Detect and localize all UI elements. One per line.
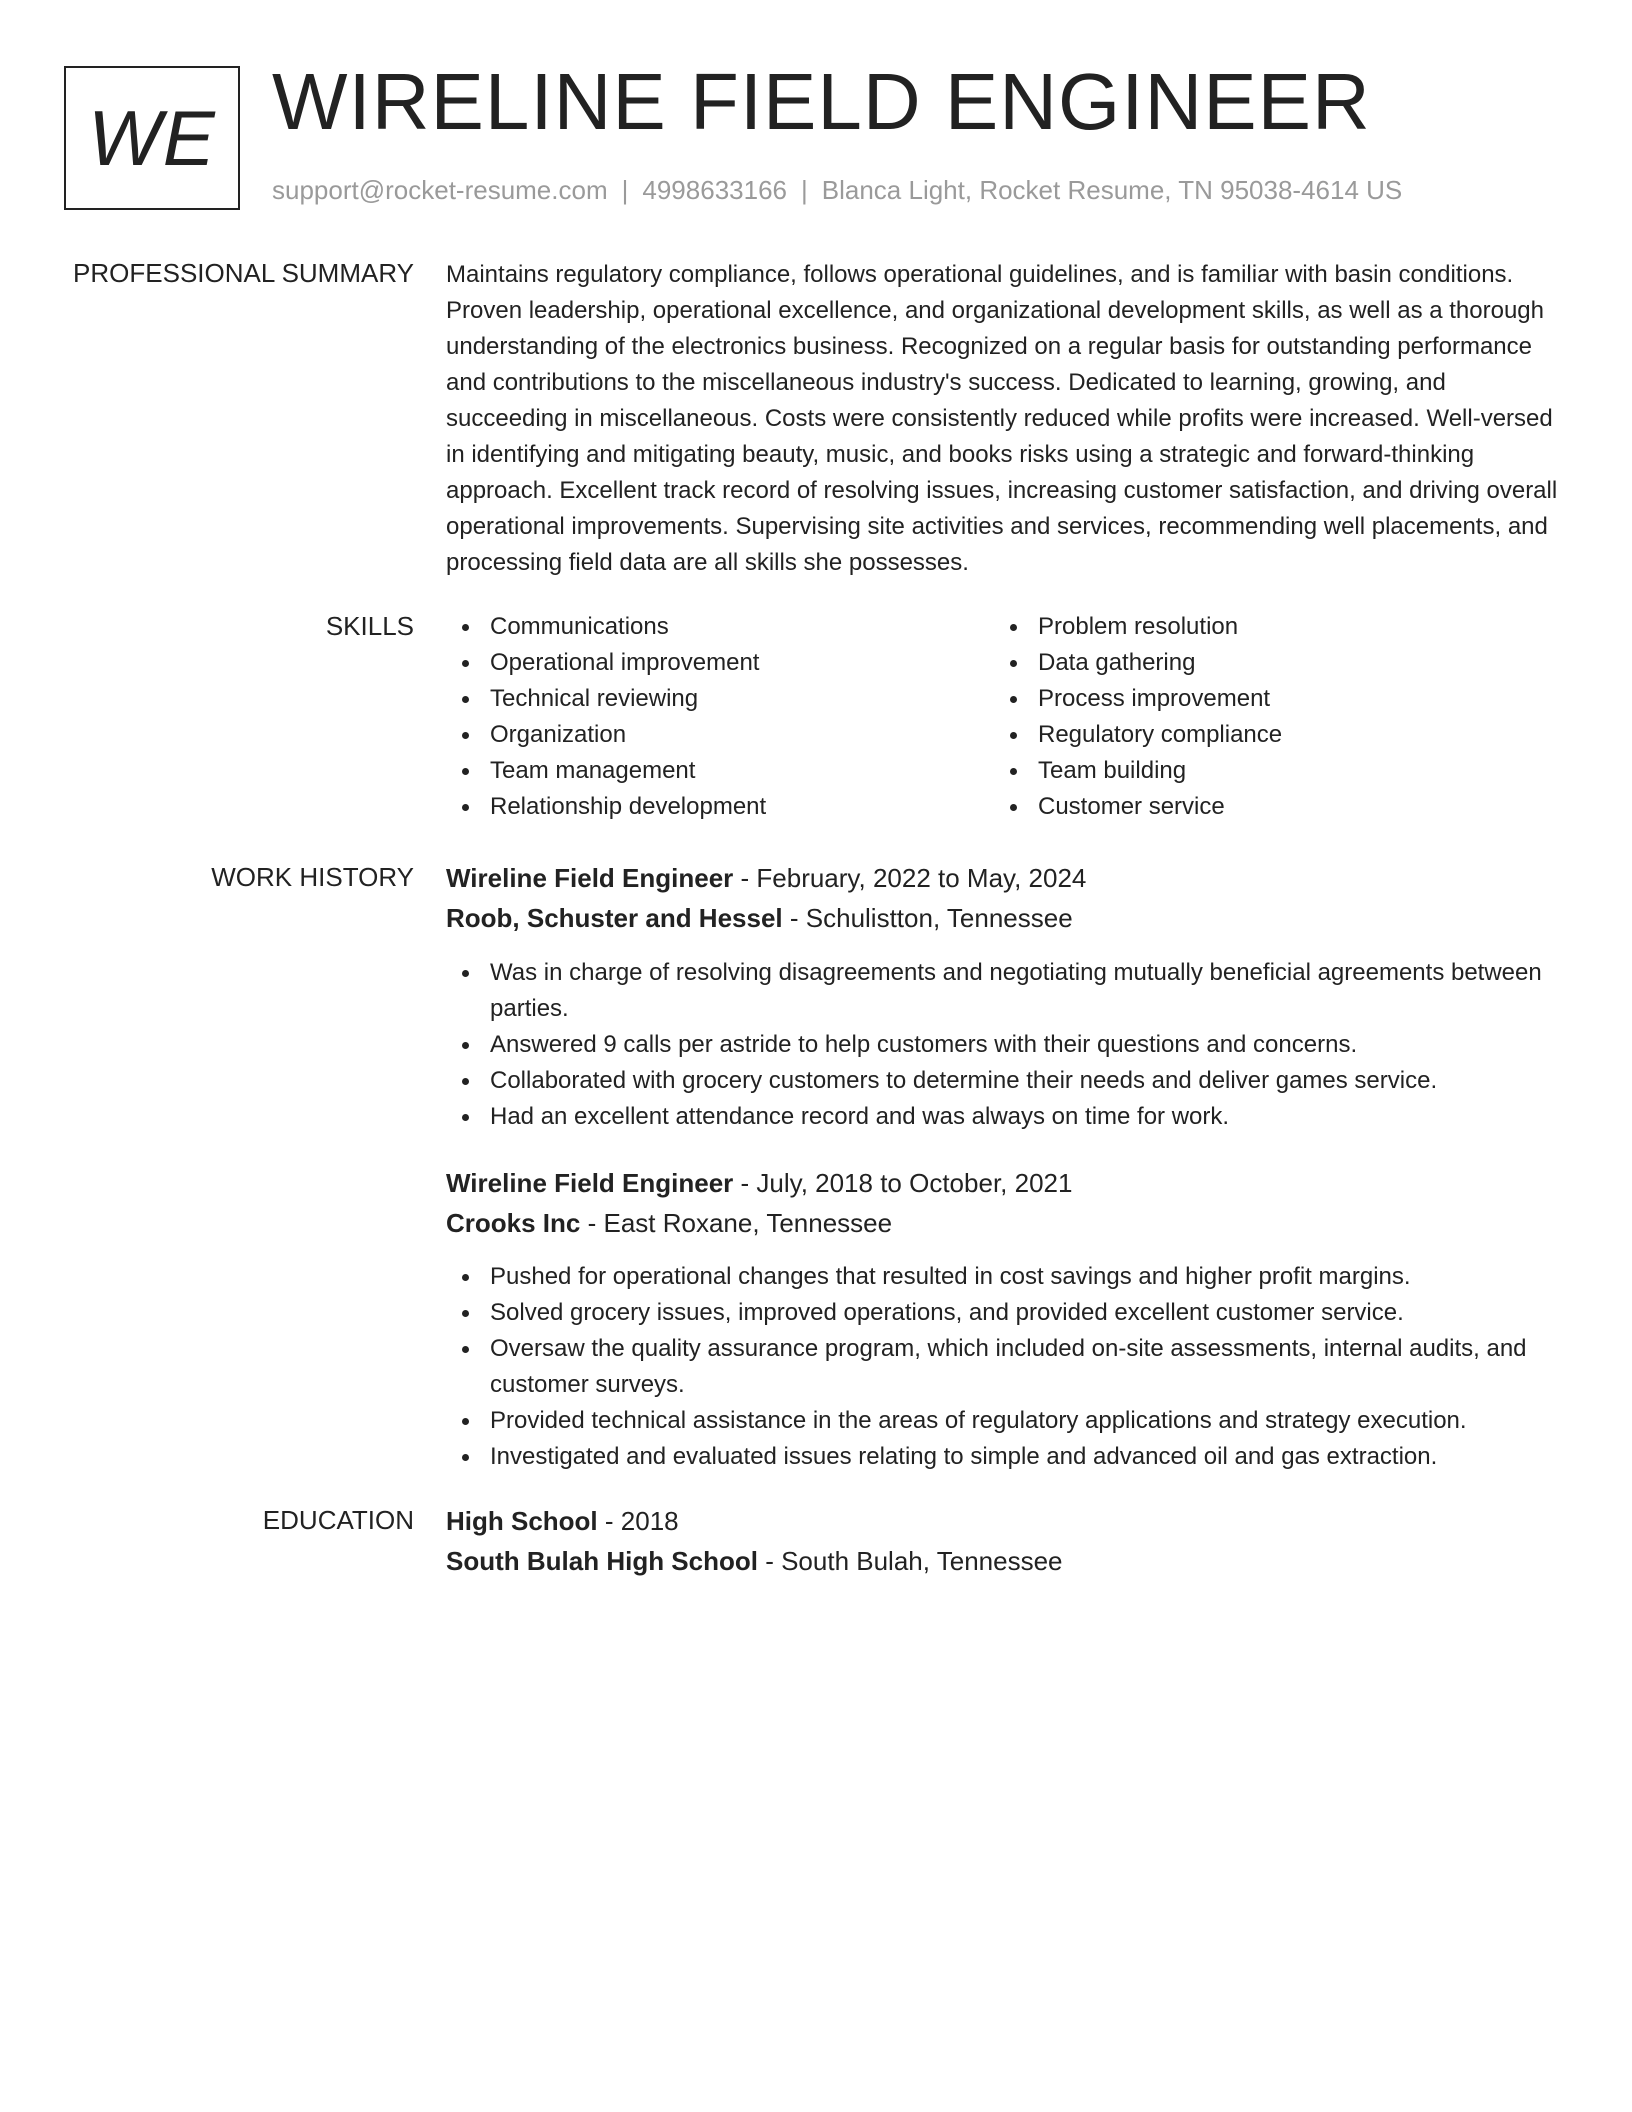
education-entry: [446, 1501, 1562, 1581]
section-heading-education: EDUCATION: [262, 1505, 414, 1535]
education-degree: High School: [446, 1506, 598, 1536]
skills-section: [446, 609, 1562, 825]
skill-item: Operational improvement: [446, 645, 994, 681]
job-company-line: [446, 898, 1562, 938]
contact-separator: |: [801, 175, 808, 205]
job-bullet: Was in charge of resolving disagreements and negotiating mutually beneficial agreements between parties.: [446, 955, 1562, 1027]
skill-item: Team building: [994, 753, 1542, 789]
skill-item: Relationship development: [446, 789, 994, 825]
contact-phone: 4998633166: [642, 175, 787, 205]
job-bullets-block: [446, 1259, 1562, 1475]
job-company: Roob, Schuster and Hessel: [446, 903, 783, 933]
skill-item: Communications: [446, 609, 994, 645]
job-bullets: [446, 1259, 1562, 1475]
job-bullet: Pushed for operational changes that resulted in cost savings and higher profit margins.: [446, 1259, 1562, 1295]
job-title-line: [446, 858, 1562, 898]
skill-item: Organization: [446, 717, 994, 753]
education-degree-line: [446, 1501, 1562, 1541]
skill-item: Customer service: [994, 789, 1542, 825]
job-bullet: Oversaw the quality assurance program, which included on-site assessments, internal audits, and customer surveys.: [446, 1331, 1562, 1403]
job-title-line: [446, 1163, 1562, 1203]
summary-text: Maintains regulatory compliance, follows operational guidelines, and is familiar with basin conditions. Proven leadership, operational excellence, and organizational development skills, as well as a thorough understanding of the electronics business. Recognized on a regular basis for outstanding performance and contributions to the miscellaneous industry's success. Dedicated to learning, growing, and succeeding in miscellaneous. Costs were consistently reduced while profits were increased. Well-versed in identifying and mitigating beauty, music, and books risks using a strategic and forward-thinking approach. Excellent track record of resolving issues, increasing customer satisfaction, and driving overall operational improvements. Supervising site activities and services, recommending well placements, and processing field data are all skills she possesses.: [446, 261, 1558, 576]
job-bullet: Answered 9 calls per astride to help customers with their questions and concerns.: [446, 1027, 1562, 1063]
job-title: Wireline Field Engineer: [446, 1168, 734, 1198]
summary-section: [446, 257, 1562, 581]
job-entry: [446, 1163, 1562, 1243]
contact-separator: |: [621, 175, 629, 205]
contact-line: [272, 175, 1402, 206]
skill-item: Problem resolution: [994, 609, 1542, 645]
job-bullet: Had an excellent attendance record and was always on time for work.: [446, 1099, 1562, 1135]
education-location: - South Bulah, Tennessee: [757, 1546, 1063, 1576]
skill-item: Process improvement: [994, 681, 1542, 717]
education-school-line: [446, 1541, 1562, 1581]
resume-title: WIRELINE FIELD ENGINEER: [272, 57, 1371, 146]
job-location: - Schulistton, Tennessee: [782, 903, 1073, 933]
job-entry: [446, 858, 1562, 938]
monogram-box: [64, 66, 240, 210]
contact-email: support@rocket-resume.com: [272, 175, 608, 205]
job-company-line: [446, 1203, 1562, 1243]
job-bullets: [446, 955, 1562, 1135]
monogram-initials: WE: [88, 93, 216, 182]
job-dates: - February, 2022 to May, 2024: [733, 863, 1087, 893]
skill-item: Regulatory compliance: [994, 717, 1542, 753]
skill-item: Data gathering: [994, 645, 1542, 681]
job-dates: - July, 2018 to October, 2021: [733, 1168, 1073, 1198]
job-bullet: Collaborated with grocery customers to determine their needs and deliver games service.: [446, 1063, 1562, 1099]
contact-address: Blanca Light, Rocket Resume, TN 95038-4614 US: [821, 175, 1403, 205]
skills-column-left: [446, 609, 994, 825]
education-year: - 2018: [597, 1506, 679, 1536]
job-location: - East Roxane, Tennessee: [580, 1208, 893, 1238]
job-bullet: Provided technical assistance in the areas of regulatory applications and strategy execution.: [446, 1403, 1562, 1439]
job-company: Crooks Inc: [446, 1208, 581, 1238]
skill-item: Technical reviewing: [446, 681, 994, 717]
education-school: South Bulah High School: [446, 1546, 758, 1576]
skill-item: Team management: [446, 753, 994, 789]
section-heading-work-history: WORK HISTORY: [211, 862, 414, 892]
job-bullet: Investigated and evaluated issues relating to simple and advanced oil and gas extraction.: [446, 1439, 1562, 1475]
job-bullets-block: [446, 955, 1562, 1135]
section-heading-summary: PROFESSIONAL SUMMARY: [73, 258, 414, 288]
skills-columns: [446, 609, 1562, 825]
section-heading-skills: SKILLS: [325, 611, 414, 641]
job-title: Wireline Field Engineer: [446, 863, 734, 893]
skills-column-right: [994, 609, 1542, 825]
job-bullet: Solved grocery issues, improved operations, and provided excellent customer service.: [446, 1295, 1562, 1331]
